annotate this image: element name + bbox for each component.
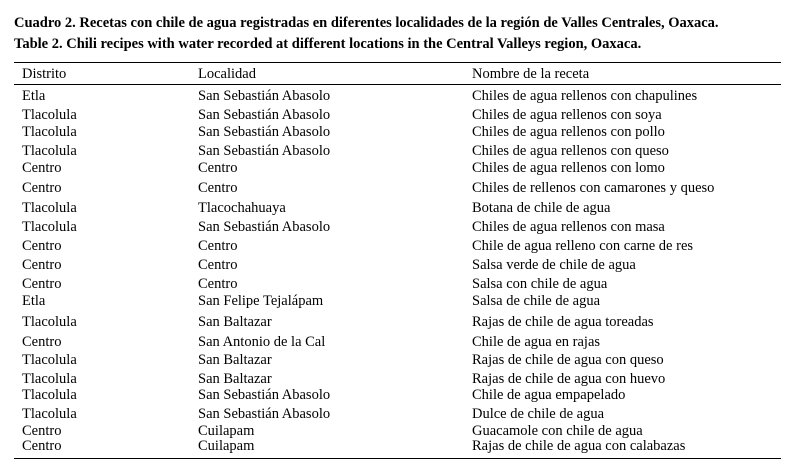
cell-receta: Chiles de agua rellenos con lomo: [472, 160, 665, 176]
cell-receta: Salsa de chile de agua: [472, 293, 601, 309]
cell-receta: Chile de agua empapelado: [472, 387, 626, 403]
column-header-localidad: Localidad: [198, 66, 256, 82]
cell-localidad: San Sebastián Abasolo: [198, 107, 331, 123]
cell-distrito: Centro: [22, 180, 62, 196]
cell-distrito: Centro: [22, 334, 62, 350]
cell-distrito: Centro: [22, 238, 62, 254]
cell-localidad: San Sebastián Abasolo: [198, 124, 331, 140]
cell-localidad: Centro: [198, 238, 238, 254]
cell-distrito: Centro: [22, 257, 62, 273]
cell-receta: Rajas de chile de agua con queso: [472, 352, 664, 368]
cell-distrito: Tlacolula: [22, 107, 77, 123]
cell-receta: Chiles de agua rellenos con queso: [472, 143, 669, 159]
cell-distrito: Centro: [22, 438, 62, 454]
cell-distrito: Etla: [22, 88, 46, 104]
table-top-rule: [14, 62, 781, 63]
cell-receta: Chile de agua en rajas: [472, 334, 601, 350]
cell-distrito: Tlacolula: [22, 200, 77, 216]
cell-localidad: San Baltazar: [198, 314, 272, 330]
cell-distrito: Tlacolula: [22, 314, 77, 330]
cell-localidad: San Sebastián Abasolo: [198, 406, 331, 422]
cell-localidad: Cuilapam: [198, 438, 255, 454]
cell-receta: Chiles de agua rellenos con chapulines: [472, 88, 698, 104]
cell-receta: Salsa verde de chile de agua: [472, 257, 636, 273]
cell-receta: Chiles de agua rellenos con masa: [472, 219, 665, 235]
cell-distrito: Etla: [22, 293, 46, 309]
table-header-rule: [14, 84, 781, 85]
cell-localidad: Cuilapam: [198, 423, 255, 439]
cell-receta: Rajas de chile de agua con huevo: [472, 371, 666, 387]
cell-localidad: Centro: [198, 257, 238, 273]
cell-distrito: Tlacolula: [22, 219, 77, 235]
cell-receta: Dulce de chile de agua: [472, 406, 605, 422]
cell-localidad: Centro: [198, 180, 238, 196]
cell-localidad: San Sebastián Abasolo: [198, 88, 331, 104]
cell-localidad: San Sebastián Abasolo: [198, 143, 331, 159]
cell-distrito: Tlacolula: [22, 371, 77, 387]
cell-distrito: Tlacolula: [22, 124, 77, 140]
cell-distrito: Tlacolula: [22, 352, 77, 368]
cell-receta: Chiles de agua rellenos con pollo: [472, 124, 665, 140]
cell-receta: Rajas de chile de agua toreadas: [472, 314, 654, 330]
cell-receta: Salsa con chile de agua: [472, 276, 608, 292]
cell-distrito: Tlacolula: [22, 143, 77, 159]
column-header-distrito: Distrito: [22, 66, 67, 82]
cell-distrito: Centro: [22, 276, 62, 292]
cell-localidad: Centro: [198, 160, 238, 176]
cell-receta: Botana de chile de agua: [472, 200, 611, 216]
table-bottom-rule: [14, 458, 781, 459]
cell-receta: Rajas de chile de agua con calabazas: [472, 438, 686, 454]
cell-localidad: San Sebastián Abasolo: [198, 219, 331, 235]
table-caption-english: Table 2. Chili recipes with water recorded at different locations in the Central Valleys region, Oaxaca.: [14, 36, 642, 52]
cell-distrito: Centro: [22, 160, 62, 176]
cell-localidad: San Antonio de la Cal: [198, 334, 326, 350]
cell-receta: Chiles de agua rellenos con soya: [472, 107, 662, 123]
cell-distrito: Tlacolula: [22, 406, 77, 422]
cell-receta: Chiles de rellenos con camarones y queso: [472, 180, 715, 196]
cell-localidad: Centro: [198, 276, 238, 292]
cell-localidad: San Baltazar: [198, 352, 272, 368]
table-caption-spanish: Cuadro 2. Recetas con chile de agua registradas en diferentes localidades de la región de Valles Centrales, Oaxaca.: [14, 15, 719, 31]
cell-localidad: San Baltazar: [198, 371, 272, 387]
cell-localidad: San Sebastián Abasolo: [198, 387, 331, 403]
cell-receta: Chile de agua relleno con carne de res: [472, 238, 694, 254]
cell-localidad: Tlacochahuaya: [198, 200, 286, 216]
cell-distrito: Tlacolula: [22, 387, 77, 403]
cell-localidad: San Felipe Tejalápam: [198, 293, 324, 309]
column-header-receta: Nombre de la receta: [472, 66, 590, 82]
cell-distrito: Centro: [22, 423, 62, 439]
cell-receta: Guacamole con chile de agua: [472, 423, 643, 439]
